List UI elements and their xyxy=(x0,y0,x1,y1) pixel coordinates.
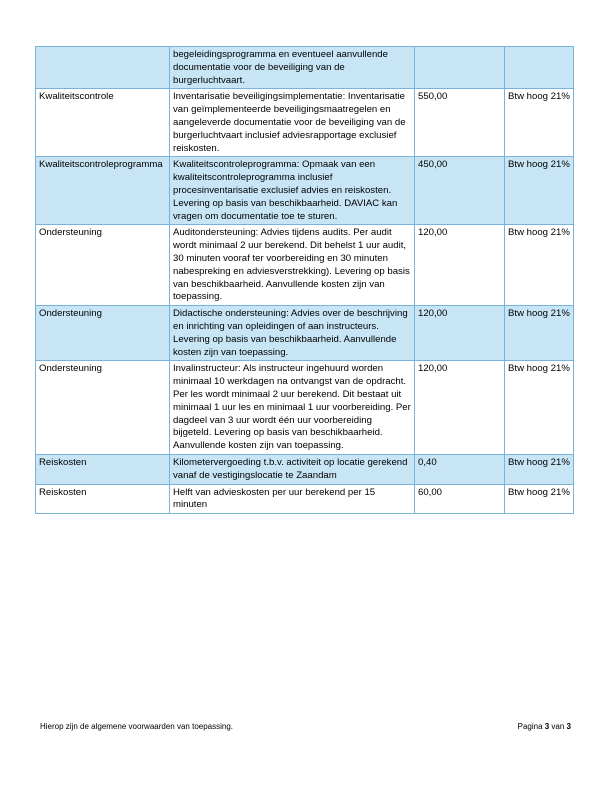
service-description-cell: Didactische ondersteuning: Advies over de beschrijving en inrichting van opleidingen of aan instructeurs. Levering op basis van beschikbaarheid. Aanvullende kosten zijn van toepassing. xyxy=(170,306,415,361)
page-prefix: Pagina xyxy=(517,722,545,731)
table-row xyxy=(36,89,574,157)
vat-cell: Btw hoog 21% xyxy=(505,225,574,306)
price-cell: 120,00 xyxy=(415,306,505,361)
service-name-cell: Reiskosten xyxy=(36,454,170,484)
service-name-cell xyxy=(36,47,170,89)
vat-cell: Btw hoog 21% xyxy=(505,306,574,361)
table-row xyxy=(36,454,574,484)
vat-cell xyxy=(505,47,574,89)
price-cell: 120,00 xyxy=(415,225,505,306)
service-description-cell: Helft van advieskosten per uur berekend per 15 minuten xyxy=(170,484,415,514)
service-description-cell: Kilometervergoeding t.b.v. activiteit op locatie gerekend vanaf de vestigingslocatie te Zaandam xyxy=(170,454,415,484)
price-cell xyxy=(415,47,505,89)
service-name-cell: Kwaliteitscontrole xyxy=(36,89,170,157)
table-row xyxy=(36,484,574,514)
vat-cell: Btw hoog 21% xyxy=(505,361,574,455)
table-row xyxy=(36,225,574,306)
price-cell: 120,00 xyxy=(415,361,505,455)
service-description-cell: begeleidingsprogramma en eventueel aanvullende documentatie voor de beveiliging van de burgerluchtvaart. xyxy=(170,47,415,89)
service-description-cell: Kwaliteitscontroleprogramma: Opmaak van een kwaliteitscontroleprogramma inclusief procesinventarisatie exclusief advies en reiskosten. Levering op basis van beschikbaarheid. DAVIAC kan vragen om documentatie toe te sturen. xyxy=(170,157,415,225)
tariff-table-body xyxy=(36,47,574,514)
price-cell: 550,00 xyxy=(415,89,505,157)
vat-cell: Btw hoog 21% xyxy=(505,89,574,157)
page-total: 3 xyxy=(566,722,571,731)
price-cell: 0,40 xyxy=(415,454,505,484)
service-description-cell: Invalinstructeur: Als instructeur ingehuurd worden minimaal 10 werkdagen na ontvangst van de opdracht. Per les wordt minimaal 2 uur berekend. Dit bestaat uit minimaal 1 uur les en minimaal 1 uur voorbereiding. Per dagdeel van 3 uur wordt één uur voorbereiding bijgeteld. Levering op basis van beschikbaarheid. Aanvullende kosten zijn van toepassing. xyxy=(170,361,415,455)
terms-notice: Hierop zijn de algemene voorwaarden van toepassing. xyxy=(40,722,234,731)
service-name-cell: Ondersteuning xyxy=(36,225,170,306)
table-row xyxy=(36,157,574,225)
service-name-cell: Reiskosten xyxy=(36,484,170,514)
price-cell: 450,00 xyxy=(415,157,505,225)
page-number xyxy=(518,722,571,732)
table-row xyxy=(36,47,574,89)
service-description-cell: Auditondersteuning: Advies tijdens audits. Per audit wordt minimaal 2 uur berekend. Dit behelst 1 uur audit, 30 minuten vooraf ter voorbereiding en 30 minuten nabespreking en adviesverstrekking). Levering op basis van beschikbaarheid. Aanvullende kosten zijn van toepassing. xyxy=(170,225,415,306)
service-name-cell: Ondersteuning xyxy=(36,361,170,455)
page-current: 3 xyxy=(544,722,550,731)
table-row xyxy=(36,306,574,361)
vat-cell: Btw hoog 21% xyxy=(505,484,574,514)
service-description-cell: Inventarisatie beveiligingsimplementatie: Inventarisatie van geïmplementeerde beveiligingsmaatregelen en aangeleverde documentatie voor de beveiliging van de burgerluchtvaart inclusief adviesrapportage exclusief reiskosten. xyxy=(170,89,415,157)
vat-cell: Btw hoog 21% xyxy=(505,454,574,484)
vat-cell: Btw hoog 21% xyxy=(505,157,574,225)
service-name-cell: Kwaliteitscontroleprogramma xyxy=(36,157,170,225)
service-name-cell: Ondersteuning xyxy=(36,306,170,361)
page-separator: van xyxy=(549,722,567,731)
tariff-table xyxy=(35,46,574,514)
table-row xyxy=(36,361,574,455)
price-cell: 60,00 xyxy=(415,484,505,514)
